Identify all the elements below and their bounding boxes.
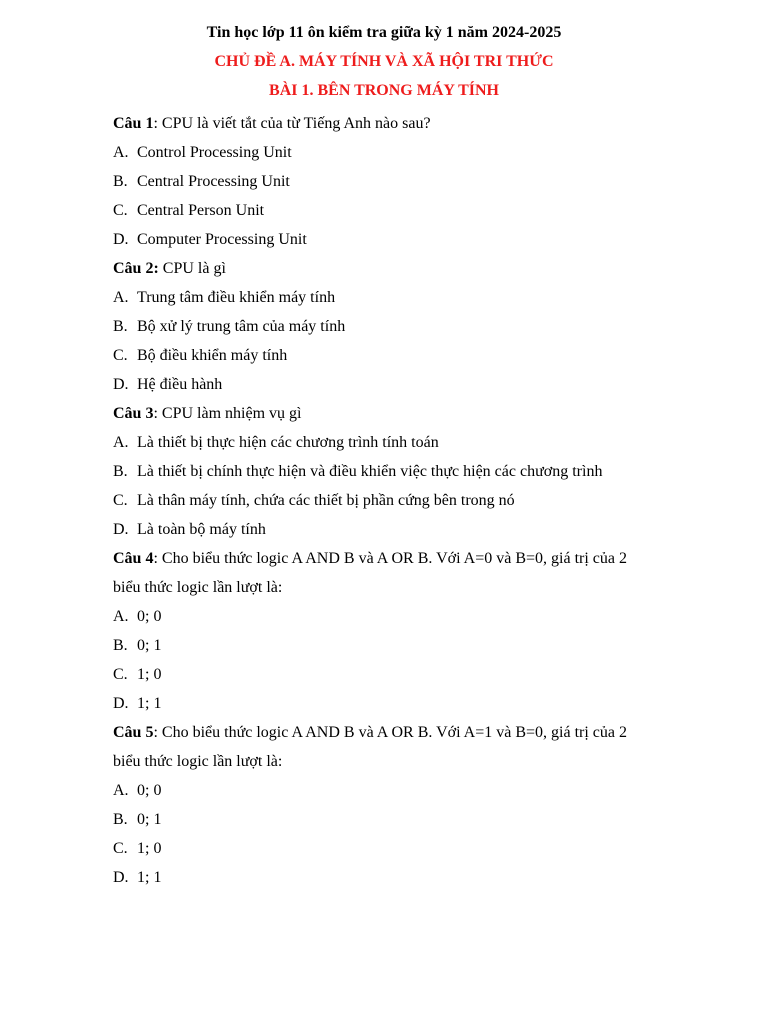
question-text: CPU là gì [158, 260, 226, 277]
option-letter: A. [113, 434, 129, 451]
option-text: 1; 1 [137, 869, 162, 886]
option-4a [113, 602, 658, 631]
option-5b [113, 805, 658, 834]
option-text: 0; 1 [137, 811, 162, 828]
option-letter: C. [113, 202, 128, 219]
option-letter: B. [113, 173, 128, 190]
question-label: Câu 3 [113, 405, 154, 422]
option-letter: C. [113, 840, 128, 857]
option-4b [113, 631, 658, 660]
question-list [113, 109, 658, 892]
question-label: Câu 4 [113, 550, 154, 567]
option-2d [113, 370, 658, 399]
option-letter: C. [113, 492, 128, 509]
option-2c [113, 341, 658, 370]
option-letter: B. [113, 637, 128, 654]
option-3c [113, 486, 658, 515]
option-letter: A. [113, 608, 129, 625]
option-5d [113, 863, 658, 892]
option-letter: A. [113, 144, 129, 161]
option-letter: B. [113, 318, 128, 335]
question-text: : CPU làm nhiệm vụ gì [153, 405, 302, 422]
option-3a [113, 428, 658, 457]
question-2 [113, 254, 658, 283]
option-5a [113, 776, 658, 805]
question-3 [113, 399, 658, 428]
option-letter: B. [113, 463, 128, 480]
option-1a [113, 138, 658, 167]
option-1d [113, 225, 658, 254]
document-title: Tin học lớp 11 ôn kiểm tra giữa kỳ 1 năm 2024-2025 [206, 24, 562, 41]
option-1c [113, 196, 658, 225]
option-letter: C. [113, 666, 128, 683]
option-text: Bộ điều khiển máy tính [137, 347, 288, 364]
option-text: 1; 0 [137, 840, 162, 857]
option-2b [113, 312, 658, 341]
option-letter: D. [113, 231, 129, 248]
option-text: 1; 0 [137, 666, 162, 683]
option-text: Là thiết bị thực hiện các chương trình tính toán [137, 434, 439, 451]
question-label: Câu 2: [113, 260, 159, 277]
option-text: Hệ điều hành [137, 376, 223, 393]
option-4d [113, 689, 658, 718]
option-text: Central Processing Unit [137, 173, 290, 190]
option-text: Control Processing Unit [137, 144, 292, 161]
option-text: Computer Processing Unit [137, 231, 307, 248]
option-text: 0; 0 [137, 782, 162, 799]
option-text: Là thân máy tính, chứa các thiết bị phần cứng bên trong nó [137, 492, 515, 509]
option-3d [113, 515, 658, 544]
option-text: Central Person Unit [137, 202, 265, 219]
option-text: 0; 0 [137, 608, 162, 625]
topic-heading: CHỦ ĐỀ A. MÁY TÍNH VÀ XÃ HỘI TRI THỨC [214, 53, 554, 70]
question-text: : Cho biểu thức logic A AND B và A OR B. Với A=0 và B=0, giá trị của 2 biểu thức logic lần lượt là: [113, 550, 627, 596]
question-text: : Cho biểu thức logic A AND B và A OR B. Với A=1 và B=0, giá trị của 2 biểu thức logic lần lượt là: [113, 724, 627, 770]
option-1b [113, 167, 658, 196]
question-label: Câu 1 [113, 115, 154, 132]
lesson-heading: BÀI 1. BÊN TRONG MÁY TÍNH [269, 82, 499, 99]
question-5 [113, 718, 658, 776]
option-text: Trung tâm điều khiển máy tính [137, 289, 336, 306]
option-letter: C. [113, 347, 128, 364]
option-4c [113, 660, 658, 689]
option-letter: D. [113, 376, 129, 393]
option-2a [113, 283, 658, 312]
option-3b [113, 457, 658, 486]
option-5c [113, 834, 658, 863]
option-letter: A. [113, 782, 129, 799]
option-letter: B. [113, 811, 128, 828]
option-letter: D. [113, 695, 129, 712]
question-label: Câu 5 [113, 724, 154, 741]
question-text: : CPU là viết tắt của từ Tiếng Anh nào sau? [153, 115, 431, 132]
option-text: Bộ xử lý trung tâm của máy tính [137, 318, 346, 335]
question-4 [113, 544, 658, 602]
option-text: Là thiết bị chính thực hiện và điều khiển việc thực hiện các chương trình [137, 463, 603, 480]
option-letter: A. [113, 289, 129, 306]
question-1 [113, 109, 658, 138]
option-text: 0; 1 [137, 637, 162, 654]
option-letter: D. [113, 869, 129, 886]
option-text: 1; 1 [137, 695, 162, 712]
option-letter: D. [113, 521, 129, 538]
option-text: Là toàn bộ máy tính [137, 521, 266, 538]
